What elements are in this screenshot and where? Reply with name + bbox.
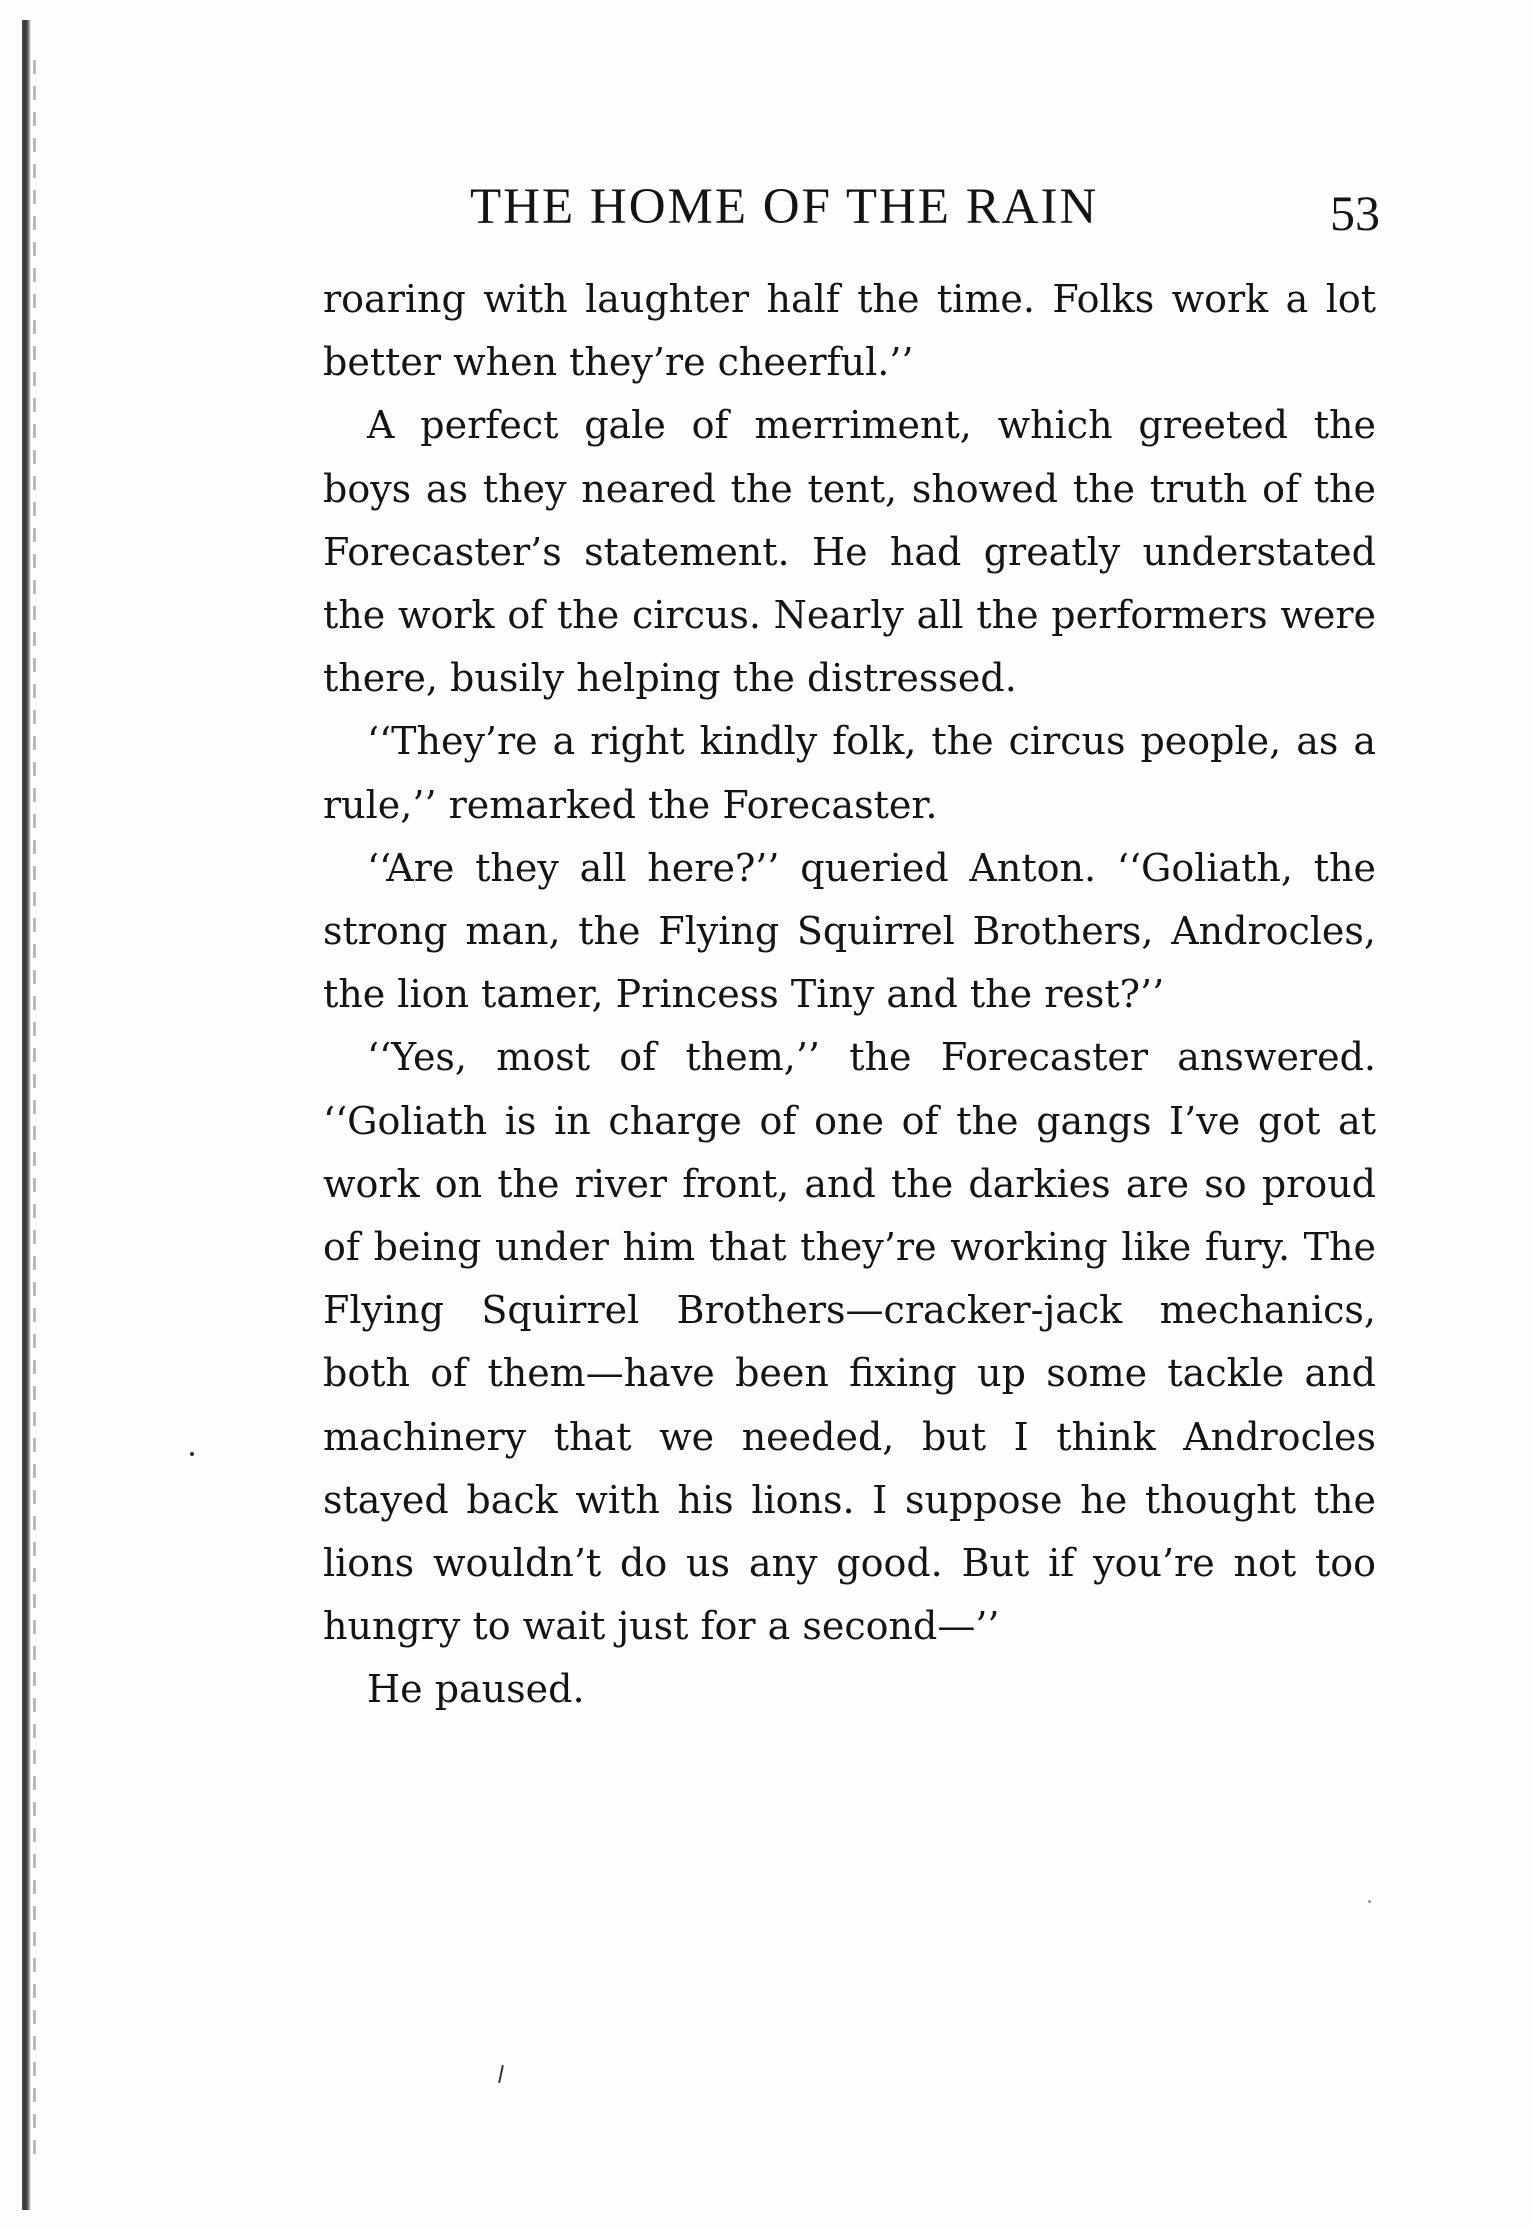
scan-mark [498,2065,504,2083]
paragraph: He paused. [367,1667,585,1712]
scan-speck [190,1452,194,1456]
paragraph: ‘‘They’re a right kindly folk, the circus people, as a rule,’’ remarked the Forecaster. [323,719,1376,827]
scan-speck [1368,1900,1371,1903]
binding-edge [22,20,31,2210]
paragraph: ‘‘Are they all here?’’ queried Anton. ‘‘Goliath, the strong man, the Flying Squirrel Brothers, Androcles, the lion tamer, Princess Tiny and the rest?’’ [323,845,1376,1017]
paragraph: A perfect gale of merriment, which greeted the boys as they neared the tent, showed the truth of the Forecaster’s statement. He had greatly understated the work of the circus. Nearly all the performers were there, busily helping the distressed. [323,403,1376,701]
page-number: 53 [1330,185,1380,241]
binding-edge-shadow [33,60,36,2160]
running-title: THE HOME OF THE RAIN [470,179,1099,235]
body-text [323,268,1376,1722]
paragraph: ‘‘Yes, most of them,’’ the Forecaster answered. ‘‘Goliath is in charge of one of the gangs I’ve got at work on the river front, and the darkies are so proud of being under him that they’re working like fury. The Flying Squirrel Brothers—cracker-jack mechanics, both of them—have been fixing up some tackle and machinery that we needed, but I think Androcles stayed back with his lions. I suppose he thought the lions wouldn’t do us any good. But if you’re not too hungry to wait just for a second—’’ [323,1035,1376,1649]
paragraph-continuation: roaring with laughter half the time. Folks work a lot better when they’re cheerful.’’ [323,277,1376,385]
page-header [470,178,1380,248]
